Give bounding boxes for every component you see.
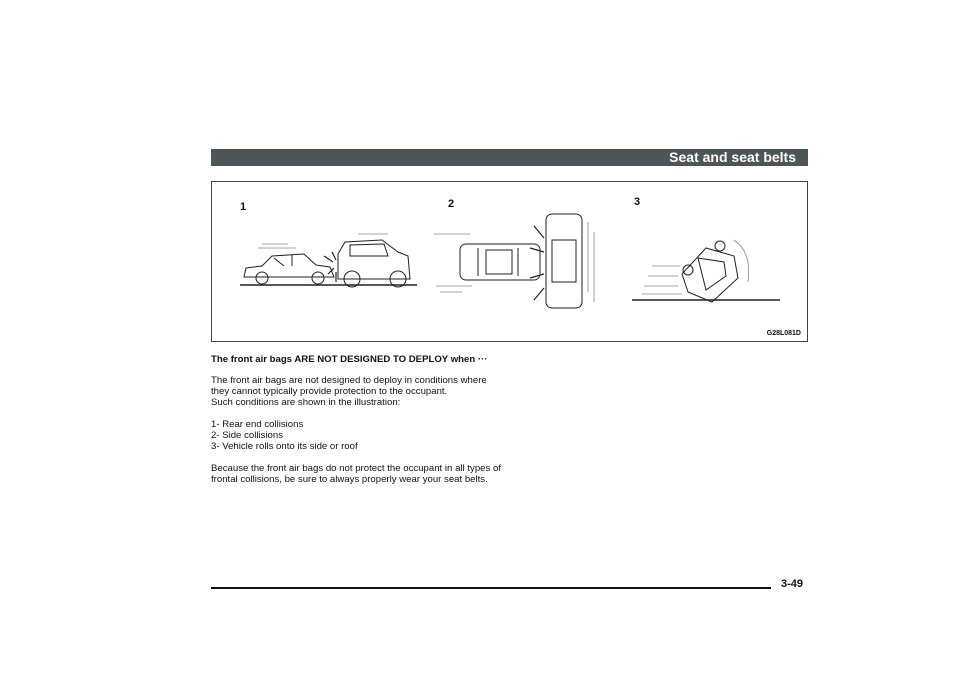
list-item: 3- Vehicle rolls onto its side or roof	[211, 441, 358, 452]
panel-number-1: 1	[240, 201, 247, 213]
list-item: 2- Side collisions	[211, 430, 283, 441]
list-item: 1- Rear end collisions	[211, 419, 304, 430]
panel-number-2: 2	[448, 198, 455, 210]
figure-code: G28L081D	[766, 330, 801, 337]
intro-paragraph: The front air bags are not designed to deploy in conditions where they cannot typically provide protection to the occupant.	[211, 375, 487, 397]
rollover-drawing	[632, 240, 780, 302]
page-number: 3-49	[781, 578, 804, 590]
collision-illustration	[212, 182, 809, 343]
side-collision-drawing	[434, 214, 594, 308]
panel-number-3: 3	[634, 196, 641, 208]
intro-paragraph-2: Such conditions are shown in the illustration:	[211, 397, 401, 408]
footer-rule	[211, 587, 771, 589]
closing-paragraph: Because the front air bags do not protect the occupant in all types of frontal collisions, be sure to always properly wear your seat belts.	[211, 463, 501, 485]
conditions-list	[211, 419, 501, 452]
body-text	[211, 354, 501, 485]
section-header-bar	[211, 149, 808, 166]
section-title: Seat and seat belts	[669, 149, 796, 165]
section-heading: The front air bags ARE NOT DESIGNED TO DEPLOY when ···	[211, 354, 488, 365]
rear-end-collision-drawing	[240, 234, 417, 287]
illustration-frame	[211, 181, 808, 342]
